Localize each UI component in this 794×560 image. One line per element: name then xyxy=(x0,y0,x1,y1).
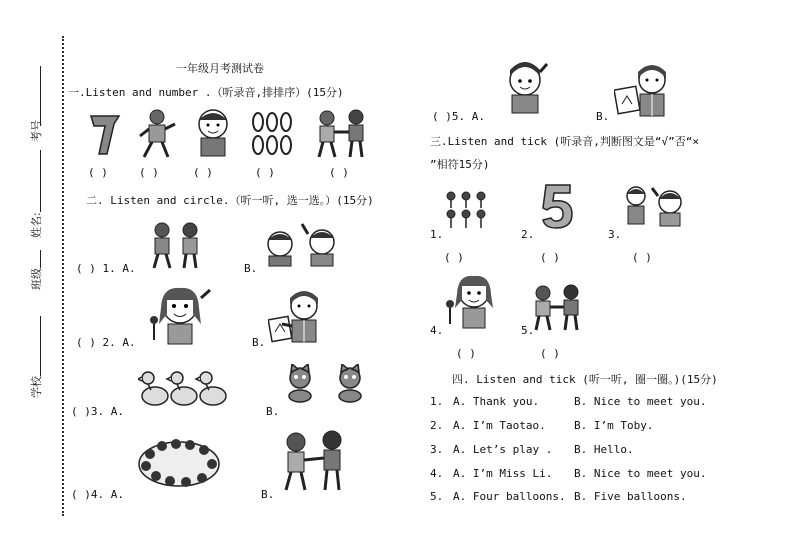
q3-option-a-ducks-illustration xyxy=(138,366,228,410)
name-line xyxy=(40,150,41,212)
q1-option-a-illustration xyxy=(148,220,206,270)
item5-two-boys-illustration xyxy=(530,284,586,332)
item3-blank[interactable]: ( ) xyxy=(632,251,652,264)
section3-heading-line1: 三.Listen and tick (听录音,判断图文是“√”否“× xyxy=(430,135,699,148)
section1-blank-2[interactable]: ( ) xyxy=(139,166,159,179)
section4-row5-option-b[interactable]: B. Five balloons. xyxy=(574,490,687,503)
school-label: 学校 xyxy=(30,376,43,398)
q4-option-b-illustration xyxy=(278,428,350,494)
q1-option-b-illustration xyxy=(260,222,346,268)
q5-option-b-label[interactable]: B. xyxy=(596,110,610,123)
section4-row1-option-b[interactable]: B. Nice to meet you. xyxy=(574,395,707,408)
item2-blank[interactable]: ( ) xyxy=(540,251,560,264)
section4-row2-number: 2. xyxy=(430,419,444,432)
page-title: 一年级月考测试卷 xyxy=(176,62,264,75)
q5-option-a-illustration xyxy=(500,60,550,116)
q5-option-b-illustration xyxy=(614,62,676,118)
binding-dotted-line xyxy=(62,36,64,516)
number-seven-illustration xyxy=(88,112,122,158)
q4-prefix: ( )4. A. xyxy=(71,488,124,501)
six-circles-illustration xyxy=(250,110,294,158)
section4-row5-number: 5. xyxy=(430,490,444,503)
item4-number: 4. xyxy=(430,324,444,337)
q2-option-a-illustration xyxy=(146,284,216,346)
section4-heading: 四. Listen and tick (听一听, 圈一圈。)(15分) xyxy=(452,373,718,386)
section4-row2-option-a[interactable]: A. I’m Taotao. xyxy=(453,419,546,432)
school-line xyxy=(40,316,41,376)
item2-number-five-illustration xyxy=(540,182,574,230)
section2-heading: 二. Listen and circle.（听一听, 选一选。）(15分) xyxy=(86,194,374,207)
item5-number: 5. xyxy=(521,324,535,337)
section1-heading: 一.Listen and number .（听录音,排排序）(15分) xyxy=(68,86,344,99)
waving-boy-illustration xyxy=(190,106,236,158)
q5-prefix: ( )5. A. xyxy=(432,110,485,123)
q3-option-b-label[interactable]: B. xyxy=(266,405,280,418)
q2-option-b-illustration xyxy=(268,288,328,344)
item4-girl-illustration xyxy=(444,272,504,330)
section4-row4-option-b[interactable]: B. Nice to meet you. xyxy=(574,467,707,480)
section4-row4-number: 4. xyxy=(430,467,444,480)
item3-illustration xyxy=(622,184,688,228)
q1-option-b-label[interactable]: B. xyxy=(244,262,258,275)
name-label: 姓名: xyxy=(30,212,43,238)
section4-row3-option-a[interactable]: A. Let’s play . xyxy=(453,443,553,456)
walking-girl-illustration xyxy=(135,108,179,160)
class-label: 班级 xyxy=(30,268,43,290)
item1-number: 1. xyxy=(430,228,444,241)
q2-prefix: ( ) 2. A. xyxy=(76,336,136,349)
item3-number: 3. xyxy=(608,228,622,241)
section4-row1-number: 1. xyxy=(430,395,444,408)
item4-blank[interactable]: ( ) xyxy=(456,347,476,360)
q3-prefix: ( )3. A. xyxy=(71,405,124,418)
item2-number: 2. xyxy=(521,228,535,241)
two-children-illustration xyxy=(312,108,372,160)
section4-row3-number: 3. xyxy=(430,443,444,456)
section4-row2-option-b[interactable]: B. I’m Toby. xyxy=(574,419,654,432)
section4-row4-option-a[interactable]: A. I’m Miss Li. xyxy=(453,467,553,480)
exam-number-line xyxy=(40,66,41,126)
section1-blank-4[interactable]: ( ) xyxy=(255,166,275,179)
section1-blank-1[interactable]: ( ) xyxy=(88,166,108,179)
exam-number-label: 考号 xyxy=(30,120,43,142)
section3-heading-line2: ”相符15分) xyxy=(430,158,490,171)
section4-row3-option-b[interactable]: B. Hello. xyxy=(574,443,634,456)
item1-flowers-illustration xyxy=(443,190,489,230)
q1-prefix: ( ) 1. A. xyxy=(76,262,136,275)
class-line xyxy=(40,250,41,268)
section1-blank-3[interactable]: ( ) xyxy=(193,166,213,179)
q2-option-b-label[interactable]: B. xyxy=(252,336,266,349)
section4-row5-option-a[interactable]: A. Four balloons. xyxy=(453,490,566,503)
item1-blank[interactable]: ( ) xyxy=(444,251,464,264)
item5-blank[interactable]: ( ) xyxy=(540,347,560,360)
q4-option-a-group-illustration xyxy=(136,436,222,488)
q4-option-b-label[interactable]: B. xyxy=(261,488,275,501)
section4-row1-option-a[interactable]: A. Thank you. xyxy=(453,395,540,408)
section1-blank-5[interactable]: ( ) xyxy=(329,166,349,179)
q3-option-b-cats-illustration xyxy=(284,364,370,404)
